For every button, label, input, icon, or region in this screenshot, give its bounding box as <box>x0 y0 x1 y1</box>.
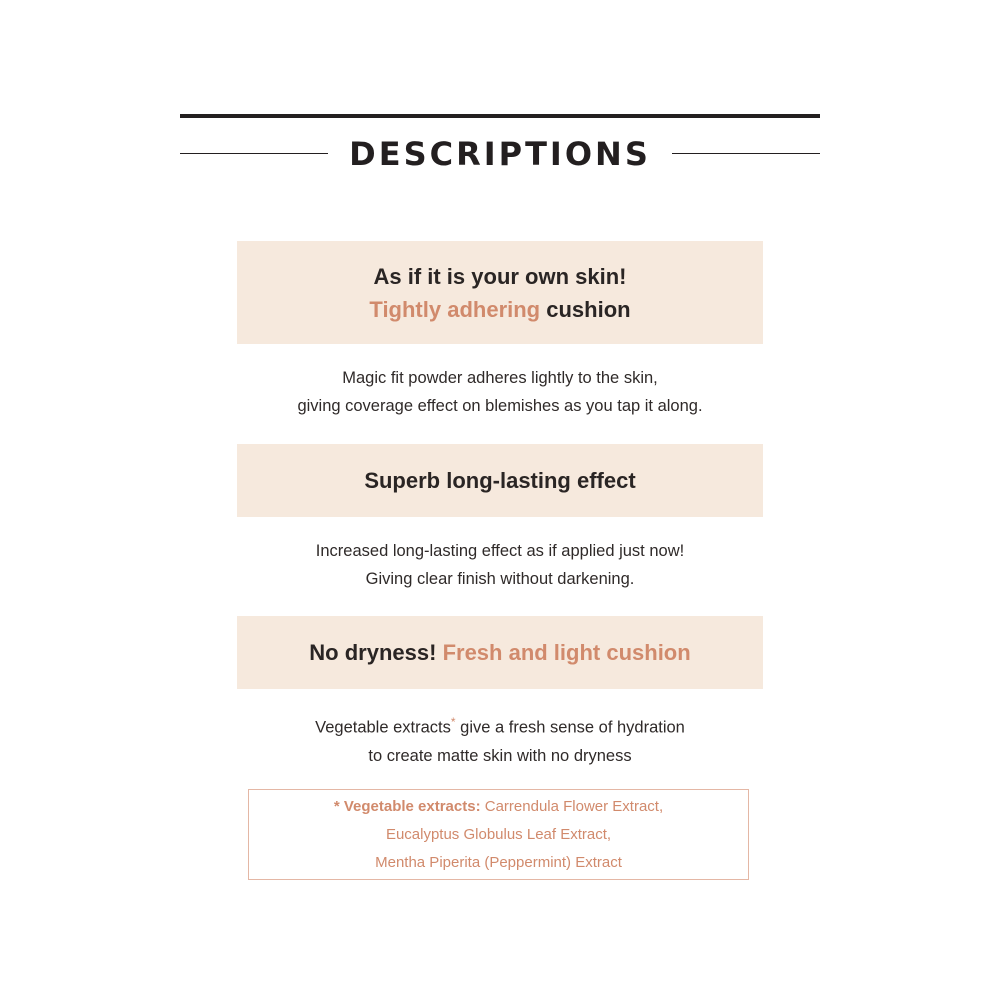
feature-description-2-line-2: Giving clear finish without darkening. <box>365 570 635 588</box>
feature-heading-3-accent: Fresh and light cushion <box>442 640 691 665</box>
feature-description-2-line-1: Increased long-lasting effect as if applied just now! <box>315 542 685 560</box>
feature-heading-3 <box>309 636 690 669</box>
footnote-label: * Vegetable extracts: <box>333 797 481 815</box>
feature-description-3-line-2: to create matte skin with no dryness <box>368 746 632 765</box>
ingredient-footnote-box <box>248 789 749 880</box>
footnote-line-1-rest: Carrendula Flower Extract, <box>480 797 664 815</box>
page-title: DESCRIPTIONS <box>349 135 651 173</box>
feature-heading-1-line-1: As if it is your own skin! <box>373 263 627 289</box>
feature-heading-3-plain: No dryness! <box>309 640 443 665</box>
feature-description-3-line-1 <box>180 708 820 742</box>
feature-description-1-line-2: giving coverage effect on blemishes as you tap it along. <box>297 397 703 415</box>
feature-heading-band-2 <box>237 444 763 517</box>
feature-heading-1-rest: cushion <box>540 296 631 322</box>
header-right-rule <box>672 153 820 154</box>
footnote-line-2: Eucalyptus Globulus Leaf Extract, <box>385 825 612 843</box>
feature-description-3-before: Vegetable extracts <box>315 718 451 737</box>
feature-heading-2: Superb long-lasting effect <box>364 468 636 493</box>
footnote-marker: * <box>450 715 456 729</box>
feature-heading-1-accent: Tightly adhering <box>369 296 541 322</box>
feature-description-1-line-1: Magic fit powder adheres lightly to the skin, <box>342 369 658 387</box>
feature-description-3 <box>180 708 820 770</box>
footnote-line-3: Mentha Piperita (Peppermint) Extract <box>375 853 622 871</box>
feature-heading-1-line-2 <box>369 293 630 326</box>
feature-description-3-after: give a fresh sense of hydration <box>455 718 685 737</box>
feature-heading-band-3 <box>237 616 763 689</box>
header-top-rule <box>180 114 820 118</box>
feature-description-1 <box>180 364 820 420</box>
footnote-line-1 <box>334 793 663 821</box>
feature-description-2 <box>180 537 820 593</box>
feature-heading-band-1 <box>237 241 763 344</box>
section-header <box>180 130 820 178</box>
